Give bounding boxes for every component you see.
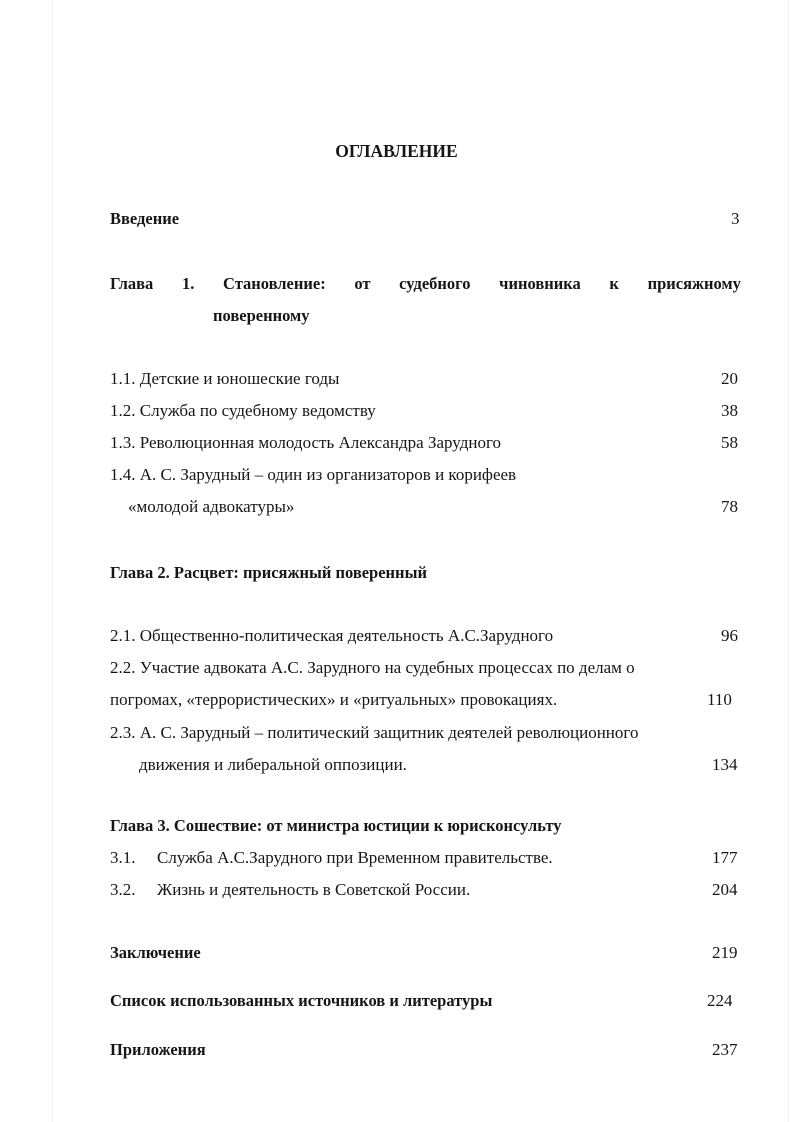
toc-section-1-4-line2: «молодой адвокатуры»	[128, 497, 295, 516]
toc-section-2-2-line2: погромах, «террористических» и «ритуальных» провокациях.	[110, 690, 558, 709]
scan-left-edge	[52, 0, 53, 1122]
toc-section-1-3-label: 1.3. Революционная молодость Александра Зарудного	[110, 433, 502, 452]
toc-section-2-3-line1: 2.3. А. С. Зарудный – политический защитник деятелей революционного	[110, 723, 639, 742]
chapter1-word: Глава	[110, 274, 154, 293]
toc-section-1-1-label: 1.1. Детские и юношеские годы	[110, 369, 340, 388]
chapter1-word: к	[609, 274, 619, 293]
page-title: ОГЛАВЛЕНИЕ	[335, 141, 458, 161]
toc-section-3-1-num: 3.1.	[110, 848, 136, 867]
chapter1-word: 1.	[181, 274, 195, 293]
toc-sources-label: Список использованных источников и литературы	[110, 991, 493, 1010]
toc-section-2-3-line2: движения и либеральной оппозиции.	[139, 755, 407, 774]
toc-chapter1-heading	[110, 274, 741, 294]
toc-sources-page: 224	[707, 991, 733, 1010]
chapter1-word: чиновника	[499, 274, 581, 293]
toc-section-1-3-page: 58	[721, 433, 738, 452]
toc-section-3-1-page: 177	[712, 848, 738, 867]
toc-section-3-2-label: Жизнь и деятельность в Советской России.	[157, 880, 471, 899]
toc-conclusion-label: Заключение	[110, 943, 201, 962]
chapter1-word: Становление:	[223, 274, 326, 293]
chapter1-word: от	[354, 274, 371, 293]
chapter1-word: судебного	[399, 274, 471, 293]
chapter1-word: присяжному	[647, 274, 741, 293]
toc-section-2-2-line1: 2.2. Участие адвоката А.С. Зарудного на судебных процессах по делам о	[110, 658, 635, 677]
toc-section-2-2-page: 110	[707, 690, 732, 709]
toc-section-3-1-label: Служба А.С.Зарудного при Временном правительстве.	[157, 848, 553, 867]
toc-conclusion-page: 219	[712, 943, 738, 962]
toc-intro-page: 3	[731, 209, 740, 228]
toc-section-2-3-page: 134	[712, 755, 738, 774]
toc-section-1-4-page: 78	[721, 497, 738, 516]
toc-section-1-1-page: 20	[721, 369, 738, 388]
toc-section-2-1-page: 96	[721, 626, 738, 645]
toc-intro-label: Введение	[110, 209, 180, 228]
scan-right-edge	[788, 0, 789, 1122]
toc-section-1-2-page: 38	[721, 401, 738, 420]
toc-chapter1-line2: поверенному	[213, 306, 310, 325]
toc-appendix-page: 237	[712, 1040, 738, 1059]
toc-chapter2-heading: Глава 2. Расцвет: присяжный поверенный	[110, 563, 427, 582]
toc-section-3-2-num: 3.2.	[110, 880, 136, 899]
toc-chapter3-heading: Глава 3. Сошествие: от министра юстиции к юрисконсульту	[110, 816, 562, 835]
toc-section-2-1-label: 2.1. Общественно-политическая деятельность А.С.Зарудного	[110, 626, 554, 645]
toc-section-3-2-page: 204	[712, 880, 738, 899]
toc-appendix-label: Приложения	[110, 1040, 206, 1059]
toc-section-1-4-line1: 1.4. А. С. Зарудный – один из организаторов и корифеев	[110, 465, 517, 484]
toc-section-1-2-label: 1.2. Служба по судебному ведомству	[110, 401, 376, 420]
